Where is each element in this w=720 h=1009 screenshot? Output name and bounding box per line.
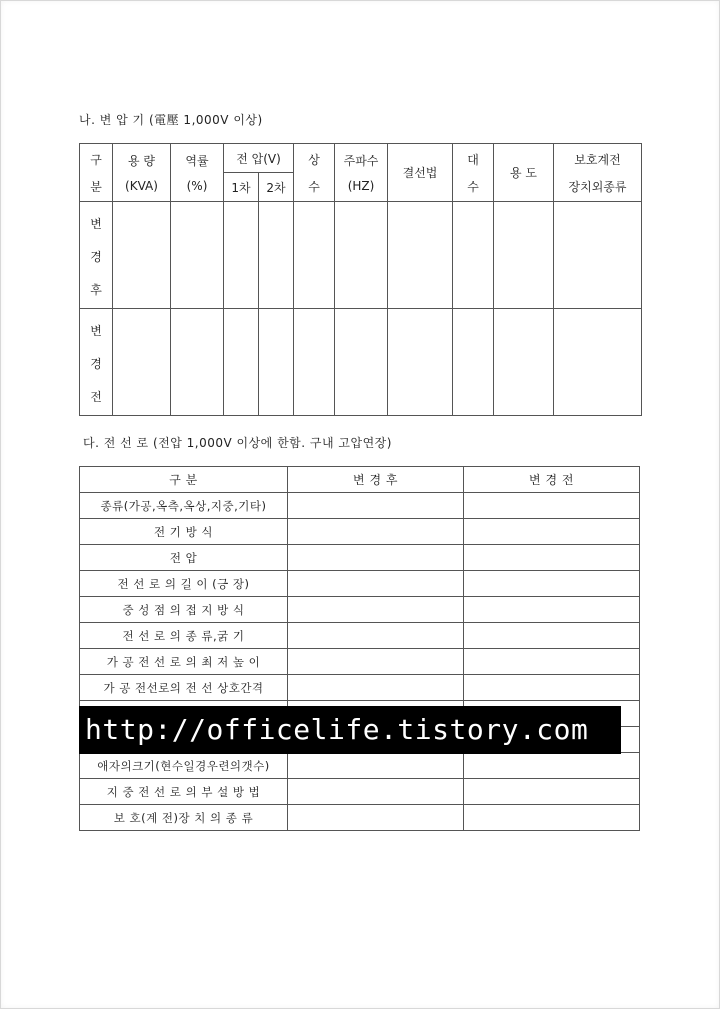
cell-after[interactable] [288, 519, 464, 545]
cell-after[interactable] [288, 753, 464, 779]
table-row [80, 202, 642, 309]
cell-before[interactable] [464, 597, 640, 623]
transformer-section-heading: 나. 변 압 기 (電壓 1,000V 이상) [79, 113, 263, 127]
header-power-factor: 역률 (%) [171, 144, 224, 202]
cell[interactable] [259, 202, 294, 309]
header-gubun: 구 분 [80, 467, 288, 493]
cell-before[interactable] [464, 649, 640, 675]
cell[interactable] [494, 202, 554, 309]
cell[interactable] [171, 202, 224, 309]
row-label: 가 공 전선로의 전 선 상호간격 [80, 675, 288, 701]
row-label: 애자의크기(현수일경우련의갯수) [80, 753, 288, 779]
header-count: 대 수 [453, 144, 494, 202]
cell[interactable] [554, 202, 642, 309]
cell-after[interactable] [288, 623, 464, 649]
table-row [80, 779, 640, 805]
cell-after[interactable] [288, 675, 464, 701]
header-phase: 상 수 [294, 144, 335, 202]
line-section-heading: 다. 전 선 로 (전압 1,000V 이상에 한함. 구내 고압연장) [83, 436, 392, 450]
cell[interactable] [113, 309, 171, 416]
table-row [80, 309, 642, 416]
table-row [80, 597, 640, 623]
table-row [80, 623, 640, 649]
cell-after[interactable] [288, 779, 464, 805]
header-voltage: 전 압(V) [224, 144, 294, 173]
cell-after[interactable] [288, 649, 464, 675]
header-frequency: 주파수 (HZ) [335, 144, 388, 202]
cell[interactable] [335, 202, 388, 309]
table-row [80, 675, 640, 701]
cell[interactable] [453, 202, 494, 309]
table-row [80, 571, 640, 597]
header-after: 변 경 후 [288, 467, 464, 493]
cell[interactable] [259, 309, 294, 416]
table-row [80, 805, 640, 831]
cell-before[interactable] [464, 779, 640, 805]
table-row [80, 519, 640, 545]
table-row [80, 493, 640, 519]
line-table [79, 466, 640, 831]
row-label: 지 중 전 선 로 의 부 설 방 법 [80, 779, 288, 805]
row-label: 전 압 [80, 545, 288, 571]
row-label: 전 선 로 의 길 이 (긍 장) [80, 571, 288, 597]
table-row [80, 753, 640, 779]
header-wiring: 결선법 [388, 144, 453, 202]
cell[interactable] [113, 202, 171, 309]
cell[interactable] [453, 309, 494, 416]
cell[interactable] [294, 202, 335, 309]
cell-before[interactable] [464, 753, 640, 779]
cell-before[interactable] [464, 571, 640, 597]
cell-after[interactable] [288, 597, 464, 623]
cell[interactable] [224, 202, 259, 309]
cell[interactable] [335, 309, 388, 416]
row-label-before: 변 경 전 [80, 309, 113, 416]
row-label: 전 기 방 식 [80, 519, 288, 545]
transformer-table [79, 143, 642, 416]
header-secondary: 2차 [259, 173, 294, 202]
row-label: 가 공 전 선 로 의 최 저 높 이 [80, 649, 288, 675]
cell-before[interactable] [464, 675, 640, 701]
cell[interactable] [388, 202, 453, 309]
row-label: 보 호(계 전)장 치 의 종 류 [80, 805, 288, 831]
cell-before[interactable] [464, 805, 640, 831]
cell-after[interactable] [288, 805, 464, 831]
cell-before[interactable] [464, 519, 640, 545]
row-label-after: 변 경 후 [80, 202, 113, 309]
cell-before[interactable] [464, 493, 640, 519]
watermark-banner: http://officelife.tistory.com [79, 706, 621, 754]
header-usage: 용 도 [494, 144, 554, 202]
cell-before[interactable] [464, 623, 640, 649]
row-label: 전 선 로 의 종 류,굵 기 [80, 623, 288, 649]
table-row [80, 649, 640, 675]
cell-after[interactable] [288, 545, 464, 571]
cell[interactable] [494, 309, 554, 416]
row-label: 종류(가공,옥측,옥상,지중,기타) [80, 493, 288, 519]
header-gubun: 구 분 [80, 144, 113, 202]
cell[interactable] [224, 309, 259, 416]
cell[interactable] [554, 309, 642, 416]
row-label: 중 성 점 의 접 지 방 식 [80, 597, 288, 623]
cell[interactable] [294, 309, 335, 416]
cell-before[interactable] [464, 545, 640, 571]
header-primary: 1차 [224, 173, 259, 202]
cell-after[interactable] [288, 493, 464, 519]
cell[interactable] [171, 309, 224, 416]
header-before: 변 경 전 [464, 467, 640, 493]
header-protection: 보호계전 장치외종류 [554, 144, 642, 202]
header-capacity: 용 량 (KVA) [113, 144, 171, 202]
table-row [80, 545, 640, 571]
cell-after[interactable] [288, 571, 464, 597]
cell[interactable] [388, 309, 453, 416]
